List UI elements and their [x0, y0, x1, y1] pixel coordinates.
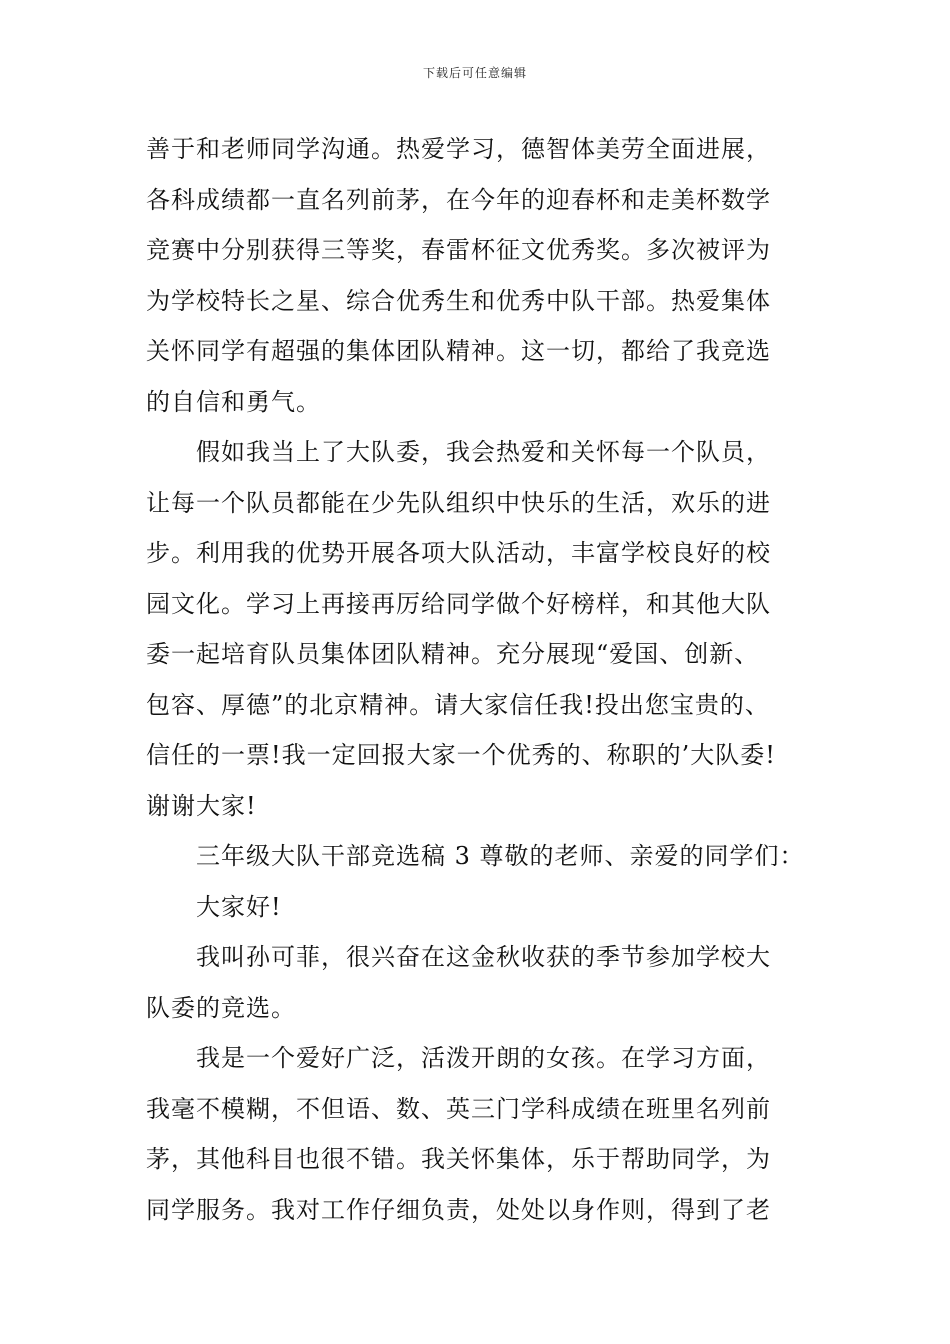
text-line: 队委的竞选。 [146, 993, 296, 1022]
text-line: 的自信和勇气。 [146, 387, 321, 416]
text-line: 同学服务。我对工作仔细负责，处处以身作则，得到了老 [146, 1195, 771, 1224]
text-line: 竞赛中分别获得三等奖，春雷杯征文优秀奖。多次被评为 [146, 236, 771, 264]
text-line: 让每一个队员都能在少先队组织中快乐的生活，欢乐的进 [146, 488, 771, 517]
text-line: 各科成绩都一直名列前茅，在今年的迎春杯和走美杯数学 [146, 185, 771, 214]
text-line: 善于和老师同学沟通。热爱学习，德智体美劳全面进展， [146, 135, 771, 163]
text-line: 我毫不模糊，不但语、数、英三门学科成绩在班里名列前 [146, 1094, 771, 1123]
text-line: 假如我当上了大队委，我会热爱和关怀每一个队员， [196, 438, 771, 466]
text-line: 关怀同学有超强的集体团队精神。这一切，都给了我竞选 [146, 337, 771, 365]
text-line: 为学校特长之星、综合优秀生和优秀中队干部。热爱集体 [146, 286, 771, 315]
text-line: 园文化。学习上再接再厉给同学做个好榜样，和其他大队 [146, 589, 771, 618]
text-line: 信任的一票!我一定回报大家一个优秀的、称职的’大队委! [146, 741, 776, 769]
text-line: 我是一个爱好广泛，活泼开朗的女孩。在学习方面， [196, 1044, 771, 1072]
text-line: 步。利用我的优势开展各项大队活动，丰富学校良好的校 [146, 539, 771, 567]
text-line: 我叫孙可菲，很兴奋在这金秋收获的季节参加学校大 [196, 943, 771, 971]
page-header-note: 下载后可任意编辑 [422, 66, 527, 80]
text-line: 三年级大队干部竞选稿 3 尊敬的老师、亲爱的同学们： [196, 842, 805, 870]
text-line: 大家好! [196, 892, 282, 921]
text-line: 谢谢大家! [146, 791, 257, 820]
text-line: 茅，其他科目也很不错。我关怀集体，乐于帮助同学，为 [146, 1145, 771, 1173]
text-line: 委一起培育队员集体团队精神。充分展现“爱国、创新、 [146, 640, 760, 668]
text-line: 包容、厚德”的北京精神。请大家信任我!投出您宝贵的、 [146, 690, 770, 719]
document-body [146, 124, 818, 1235]
